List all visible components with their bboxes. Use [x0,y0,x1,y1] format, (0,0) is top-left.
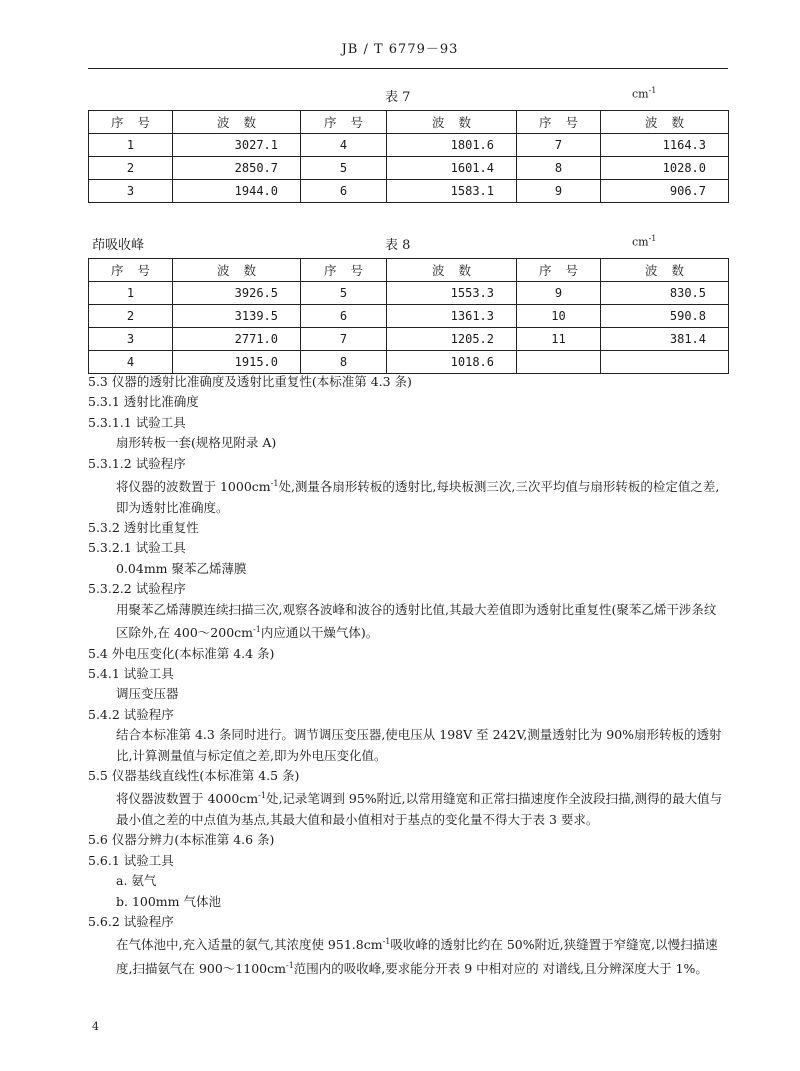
table-row [89,305,729,328]
wavenumber-cell: 1944.0 [173,180,301,203]
table7-caption: 表 7 [385,90,411,105]
heading-5-3-2: 5.3.2 透射比重复性 [88,520,199,535]
table7-unit: $cm^{-1}$ [632,86,657,101]
sequence-cell: 5 [301,282,387,305]
wavenumber-cell: 1583.1 [387,180,517,203]
header-rule [88,68,728,69]
wavenumber-cell: 2850.7 [173,157,301,180]
table7-header-cell: 序号 [301,111,387,134]
sequence-cell: 2 [89,305,173,328]
sequence-cell: 7 [517,134,601,157]
wavenumber-cell: 1601.4 [387,157,517,180]
page-number: 4 [92,1020,99,1033]
sequence-cell: 8 [301,351,387,374]
wavenumber-cell: 1205.2 [387,328,517,351]
wavenumber-cell: 1553.3 [387,282,517,305]
table-row [89,180,729,203]
table8-header-cell: 波数 [387,259,517,282]
wavenumber-cell: 381.4 [601,328,729,351]
wavenumber-cell: 1164.3 [601,134,729,157]
sequence-cell: 10 [517,305,601,328]
wavenumber-cell: 3139.5 [173,305,301,328]
sequence-cell: 4 [89,351,173,374]
sequence-cell: 3 [89,180,173,203]
wavenumber-cell: 830.5 [601,282,729,305]
sequence-cell: 9 [517,282,601,305]
heading-5-3-1-2: 5.3.1.2 试验程序 [88,455,186,471]
sequence-cell: 8 [517,157,601,180]
heading-5-6-2: 5.6.2 试验程序 [88,914,174,930]
item-5-6-1-a: a. 氨气 [116,873,157,889]
table7-header-cell: 序号 [89,111,173,134]
table8-header-cell: 序号 [517,259,601,282]
sequence-cell: 1 [89,134,173,157]
table-row [89,351,729,374]
table-row [89,157,729,180]
table7-header-row [89,111,729,134]
table7-header-cell: 波数 [387,111,517,134]
table8-header-row [89,259,729,282]
table8-header-cell: 波数 [173,259,301,282]
heading-5-3-2-2: 5.3.2.2 试验程序 [88,581,186,597]
wavenumber-cell: 3027.1 [173,134,301,157]
text-5-6-2: 在气体池中,充入适量的氨气,其浓度使 $951.8cm^{-1}$吸收峰的透射比约在 50%附近,狭缝置于窄缝宽,以慢扫描速度,扫描氨气在 $900\sim 1100cm^{-1}$范围内的吸收峰,要求能分开表 9 中相对应的 对谱线,且分辨深度大于 1%。 [116,937,718,977]
text-5-3-2-2: 用聚苯乙烯薄膜连续扫描三次,观察各波峰和波谷的透射比值,其最大差值即为透射比重复性(聚苯乙烯干涉条纹区除外,在 $400\sim 200cm^{-1}$内应通以干燥气体)。 [116,601,717,641]
sequence-cell: 6 [301,305,387,328]
wavenumber-cell: 3926.5 [173,282,301,305]
table8-header-cell: 序号 [89,259,173,282]
heading-5-6-1: 5.6.1 试验工具 [88,852,174,868]
table8-header-cell: 序号 [301,259,387,282]
item-5-6-1-b: b. 100mm 气体池 [116,893,221,909]
wavenumber-cell: 1801.6 [387,134,517,157]
sequence-cell: 9 [517,180,601,203]
sequence-cell: 6 [301,180,387,203]
wavenumber-cell: 1915.0 [173,351,301,374]
sequence-cell: 2 [89,157,173,180]
wavenumber-cell: 906.7 [601,180,729,203]
sequence-cell: 1 [89,282,173,305]
heading-5-4-2: 5.4.2 试验程序 [88,706,174,722]
heading-5-3: 5.3 仪器的透射比准确度及透射比重复性(本标准第 4.3 条) [88,374,412,389]
body-text [88,372,728,980]
table-8 [88,258,729,374]
heading-5-6: 5.6 仪器分辨力(本标准第 4.6 条) [88,832,275,848]
wavenumber-cell: 2771.0 [173,328,301,351]
table8-header-cell: 波数 [601,259,729,282]
table-row [89,282,729,305]
wavenumber-cell: 1018.6 [387,351,517,374]
heading-5-3-1: 5.3.1 透射比准确度 [88,394,199,410]
wavenumber-cell: 590.8 [601,305,729,328]
table8-caption: 表 8 [385,238,411,253]
table-row [89,134,729,157]
table7-header-cell: 波数 [601,111,729,134]
text-5-3-1-2: 将仪器的波数置于 $1000cm^{-1}$处,测量各扇形转板的透射比,每块板测三次,三次平均值与扇形转板的检定值之差,即为透射比准确度。 [116,479,720,515]
sequence-cell: 5 [301,157,387,180]
standard-code-header: JB / T 6779－93 [341,42,459,57]
sequence-cell: 11 [517,328,601,351]
wavenumber-cell: 1361.3 [387,305,517,328]
heading-5-3-2-1: 5.3.2.1 试验工具 [88,540,186,556]
table-row [89,328,729,351]
table-7 [88,110,729,203]
indene-absorption-label: 茚吸收峰 [92,238,145,253]
heading-5-3-1-1: 5.3.1.1 试验工具 [88,414,186,430]
table8-unit: $cm^{-1}$ [632,234,657,249]
sequence-cell: 7 [301,328,387,351]
heading-5-4: 5.4 外电压变化(本标准第 4.4 条) [88,645,275,661]
heading-5-4-1: 5.4.1 试验工具 [88,666,174,681]
text-5-4-1: 调压变压器 [116,686,179,702]
sequence-cell: 4 [301,134,387,157]
table7-header-cell: 波数 [173,111,301,134]
text-5-3-1-1: 扇形转板一套(规格见附录 A) [116,435,277,451]
wavenumber-cell [601,351,729,374]
text-5-5: 将仪器波数置于 $4000cm^{-1}$处,记录笔调到 95%附近,以常用缝宽和正常扫描速度作全波段扫描,测得的最大值与最小值之差的中点值为基点,其最大值和最小值相对于基点的变化量不得大于表 3 要求。 [116,791,723,827]
wavenumber-cell: 1028.0 [601,157,729,180]
sequence-cell: 3 [89,328,173,351]
heading-5-5: 5.5 仪器基线直线性(本标准第 4.5 条) [88,768,300,784]
text-5-4-2: 结合本标准第 4.3 条同时进行。调节调压变压器,使电压从 198V 至 242V,测量透射比为 90%扇形转板的透射比,计算测量值与标定值之差,即为外电压变化值。 [116,727,722,763]
table7-header-cell: 序号 [517,111,601,134]
text-5-3-2-1: 0.04mm 聚苯乙烯薄膜 [116,560,247,576]
sequence-cell [517,351,601,374]
